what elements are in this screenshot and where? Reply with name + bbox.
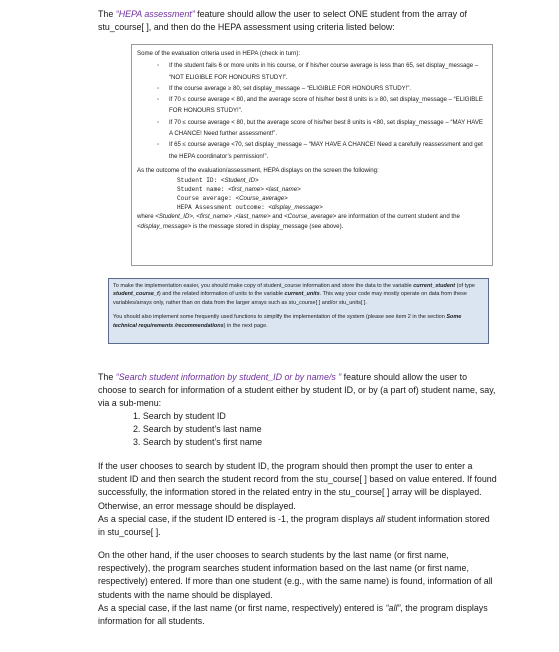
- where-text: ,: [231, 213, 236, 221]
- special-case-emphasis: all: [375, 513, 385, 524]
- outcome-line-student-id: [137, 176, 487, 185]
- note-emphasis: current_student: [413, 283, 456, 289]
- note-text: ) and the related information of units to the variable: [158, 291, 285, 298]
- submenu-item-by-id: 1. Search by student ID: [133, 411, 226, 421]
- intro-text: The: [98, 9, 116, 19]
- where-text: and: [270, 213, 285, 221]
- search-by-name-text: On the other hand, if the user chooses to search students by the last name (or first name, respectively), the program searches student information based on the last name (or first name, respectively) entered. If more than one student (e.g., with the same name) is found, information of all students with the name should be displayed.: [98, 550, 493, 600]
- where-placeholder: <Student_ID>: [155, 213, 193, 221]
- bullet-icon: ◦: [157, 84, 160, 92]
- bullet-icon: ◦: [157, 118, 160, 126]
- implementation-note-box: [108, 278, 489, 344]
- outcome-value: <first_name> <last_name>: [228, 186, 301, 194]
- outcome-value: <Course_average>: [235, 195, 288, 203]
- where-placeholder: <last_name>: [235, 213, 271, 221]
- note-text: . This way your code may mostly operate on data from these variables/arrays only, rather than on data from the larger arrays such as stu_course[ ] and/or stu_units[ ].: [113, 291, 467, 306]
- bullet-icon: ◦: [157, 141, 160, 149]
- outcome-line-student-name: [137, 185, 487, 194]
- special-case-text: , the program displays information for all students.: [98, 602, 488, 627]
- search-by-id-paragraph: [98, 460, 498, 539]
- submenu-item-by-last-name: 2. Search by student’s last name: [133, 424, 262, 434]
- outcome-label: HEPA Assessment outcome:: [177, 204, 269, 212]
- outcome-value: <display_message>: [268, 204, 323, 212]
- criteria-item: [137, 94, 487, 117]
- note-paragraph: [113, 313, 484, 330]
- criteria-box: [131, 44, 493, 266]
- search-text-rest: feature should allow the user to choose to search for information of a student either by student ID, or by (a part of) student name, say, via a sub-menu:: [98, 372, 496, 409]
- criteria-item: [137, 117, 487, 140]
- note-text: ) in the next page.: [223, 322, 268, 329]
- criteria-item-text: If 65 ≤ course average <70, set display_message – “MAY HAVE A CHANCE! Need a carefully reassessment and get the HEPA coordinator’s permission!”.: [169, 141, 483, 160]
- where-text: are information of the current student and the: [336, 213, 460, 221]
- criteria-item: [137, 139, 487, 162]
- outcome-line-course-average: [137, 194, 487, 203]
- special-case-text: As a special case, if the student ID entered is -1, the program displays: [98, 513, 376, 524]
- where-text: is the message stored in display_message (see above).: [191, 222, 344, 230]
- where-text: ,: [192, 213, 197, 221]
- criteria-item-text: If the student fails 6 or more units in his course, or if his/her course average is less than 65, set display_message – “NOT ELIGIBLE FOR HONOURS STUDY!”.: [169, 62, 479, 81]
- outcome-label: Course average:: [177, 195, 236, 203]
- criteria-item: [137, 60, 487, 83]
- search-intro-paragraph: [98, 371, 498, 411]
- outcome-value: <Student_ID>: [220, 177, 259, 185]
- outcome-label: Student ID:: [177, 177, 221, 185]
- hepa-intro-paragraph: [98, 8, 498, 34]
- special-case-emphasis: “all”: [385, 602, 401, 613]
- intro-text-rest: feature should allow the user to select ONE student from the array of stu_course[ ], and then do the HEPA assessment using criteria listed below:: [98, 9, 467, 33]
- hepa-feature-name: “HEPA assessment”: [115, 9, 195, 19]
- search-by-id-text: If the user chooses to search by student ID, the program should then prompt the user to enter a student ID and then search the student record from the stu_course[ ] based on value entered. If found successfully, the information stored in the related entry in the stu_course[ ] array will be displayed. Otherwise, an error message should be displayed.: [98, 461, 497, 511]
- note-emphasis: current_units: [284, 291, 320, 298]
- bullet-icon: ◦: [157, 62, 160, 70]
- criteria-item-text: If 70 ≤ course average < 80, and the average score of his/her best 8 units is ≥ 80, set display_message – “ELIGIBLE FOR HONOURS STUDY!”.: [169, 96, 483, 115]
- criteria-item-text: If the course average ≥ 80, set display_message – “ELIGIBLE FOR HONOURS STUDY!”.: [169, 84, 412, 92]
- note-text: (of type: [455, 283, 475, 289]
- criteria-heading: Some of the evaluation criteria used in HEPA (check in turn):: [137, 50, 301, 57]
- where-placeholder: <first_name>: [196, 213, 232, 221]
- special-case-text: student information stored in stu_course[ ].: [98, 513, 490, 538]
- note-paragraph: [113, 282, 484, 307]
- criteria-item-text: If 70 ≤ course average < 80, but the average score of his/her best 8 units is <80, set display_message – “MAY HAVE A CHANCE! Need further assessment!”.: [169, 118, 483, 138]
- where-placeholder: <display_message>: [137, 222, 192, 230]
- where-explanation: [137, 212, 487, 231]
- outcome-label: Student name:: [177, 186, 229, 194]
- outcome-intro: As the outcome of the evaluation/assessment, HEPA displays on the screen the following:: [137, 166, 379, 174]
- note-text: To make the implementation easier, you should make copy of student_course information and store the data to the variable: [113, 283, 414, 289]
- where-text: where: [137, 213, 156, 221]
- submenu-item-by-first-name: 3. Search by student’s first name: [133, 437, 263, 447]
- search-text: The: [98, 372, 116, 382]
- note-text: You should also implement some frequently used functions to simplify the implementation of the system (please see item 2 in the section: [113, 314, 447, 321]
- search-submenu: [133, 410, 262, 449]
- special-case-text: As a special case, if the last name (or first name, respectively) entered is: [98, 602, 386, 613]
- search-feature-name: “Search student information by student_ID or by name/s ”: [115, 372, 342, 382]
- bullet-icon: ◦: [157, 96, 160, 104]
- where-placeholder: <Course_average>: [284, 213, 337, 221]
- note-emphasis: Some technical requirements /recommendations: [113, 314, 462, 329]
- search-by-name-paragraph: [98, 549, 498, 628]
- criteria-item: [137, 83, 487, 94]
- note-emphasis: student_course_t: [113, 291, 159, 298]
- outcome-line-assessment: [137, 203, 487, 212]
